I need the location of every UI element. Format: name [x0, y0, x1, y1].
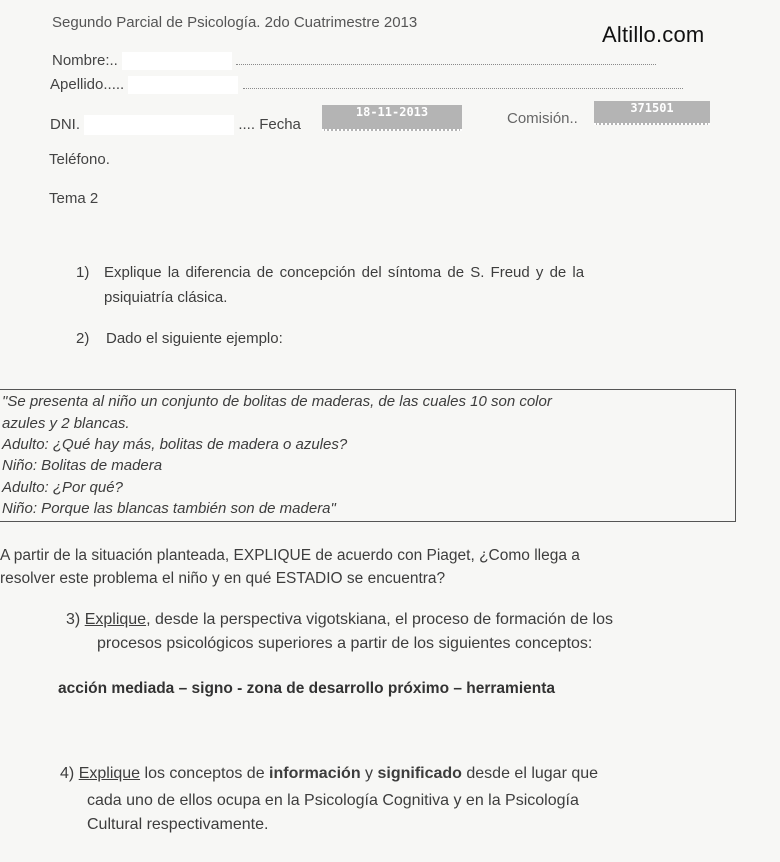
question-4-significado: significado: [377, 765, 462, 782]
example-line-1: "Se presenta al niño un conjunto de bolitas de maderas, de las cuales 10 son color: [2, 393, 552, 410]
altillo-watermark: Altillo.com: [602, 22, 705, 47]
question-1-line-2: psiquiatría clásica.: [104, 289, 228, 306]
question-2-follow-line-1: A partir de la situación planteada, EXPLIQUE de acuerdo con Piaget, ¿Como llega a: [0, 547, 580, 564]
dni-label-row: [50, 115, 301, 135]
question-3-concepts: acción mediada – signo - zona de desarrollo próximo – herramienta: [58, 680, 555, 697]
question-4-part-1: los conceptos de: [140, 765, 270, 782]
example-line-2: azules y 2 blancas.: [2, 415, 130, 432]
question-3-line-1: [66, 609, 613, 630]
comision-value: 371501: [630, 101, 674, 115]
question-1-number: 1): [76, 264, 90, 281]
apellido-label: Apellido.....: [50, 76, 125, 93]
question-4-number: 4): [60, 765, 75, 782]
question-3-line-2: procesos psicológicos superiores a partir de los siguientes conceptos:: [97, 635, 593, 652]
question-2-text: Dado el siguiente ejemplo:: [106, 330, 283, 347]
question-4-part-2: y: [360, 765, 378, 782]
nombre-label: Nombre:..: [52, 52, 118, 69]
question-2-number: 2): [76, 330, 90, 347]
question-3-line-1-rest: , desde la perspectiva vigotskiana, el proceso de formación de los: [146, 611, 613, 628]
question-4-informacion: información: [269, 765, 361, 782]
dni-label: DNI.: [50, 115, 80, 133]
question-3-number: 3): [66, 611, 81, 628]
fecha-label: Fecha: [259, 115, 301, 133]
question-4-part-3: desde el lugar que: [461, 765, 599, 782]
fecha-value: 18-11-2013: [355, 105, 429, 119]
telefono-label: Teléfono.: [49, 151, 110, 168]
fecha-value-stamp: [322, 105, 462, 131]
nombre-dotted-line: [236, 54, 656, 65]
comision-value-stamp: [594, 101, 710, 125]
question-2-follow-line-2: resolver este problema el niño y en qué ESTADIO se encuentra?: [0, 570, 446, 587]
nombre-redaction: [122, 52, 232, 70]
comision-label: Comisión..: [507, 110, 578, 127]
example-line-6: Niño: Porque las blancas también son de madera": [2, 500, 336, 517]
question-4-line-1: [60, 763, 598, 784]
example-line-3: Adulto: ¿Qué hay más, bolitas de madera o azules?: [2, 436, 348, 453]
exam-title: Segundo Parcial de Psicología. 2do Cuatrimestre 2013: [52, 14, 418, 31]
apellido-redaction: [128, 76, 238, 94]
question-3-verb: Explique: [84, 611, 147, 628]
nombre-row: [52, 52, 656, 70]
apellido-row: [50, 76, 683, 94]
tema-label: Tema 2: [49, 190, 99, 207]
dni-redaction: [84, 115, 234, 135]
question-1-line-1: Explique la diferencia de concepción del síntoma de S. Freud y de la: [104, 264, 585, 281]
question-4-verb: Explique: [78, 765, 141, 782]
apellido-dotted-line: [243, 78, 683, 89]
question-4-line-2: cada uno de ellos ocupa en la Psicología Cognitiva y en la Psicología: [87, 792, 579, 809]
question-4-line-3: Cultural respectivamente.: [87, 816, 269, 833]
example-line-5: Adulto: ¿Por qué?: [2, 479, 123, 496]
example-line-4: Niño: Bolitas de madera: [2, 457, 163, 474]
dni-dots: ....: [238, 115, 256, 133]
